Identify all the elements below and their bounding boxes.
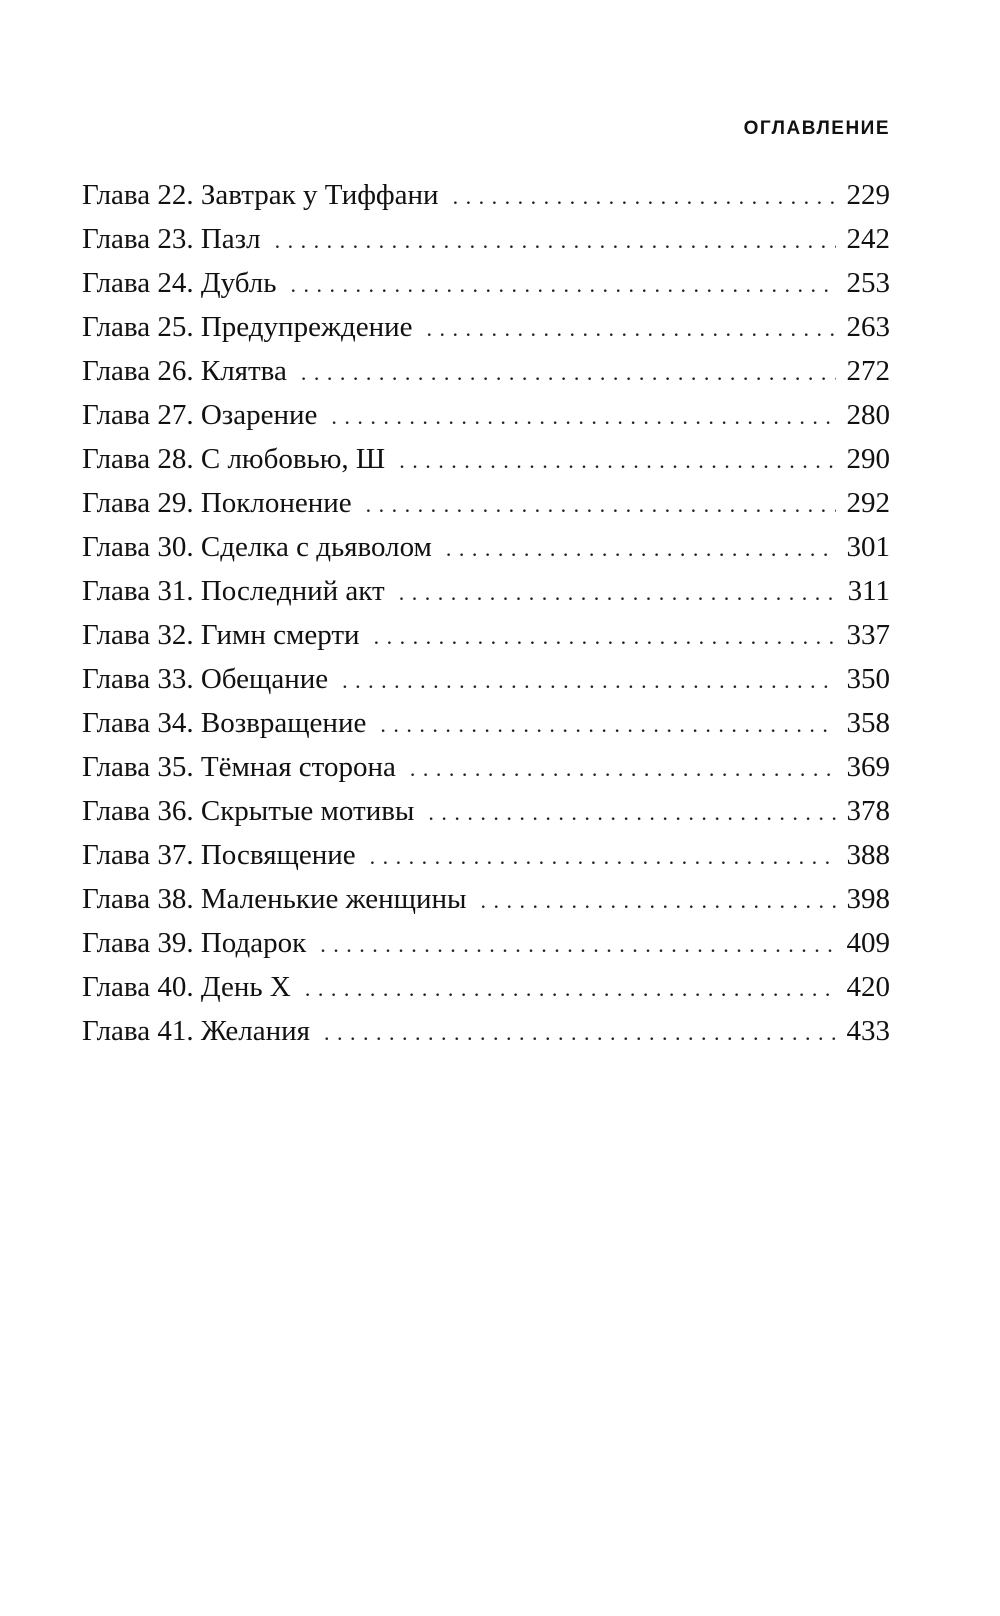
toc-entry xyxy=(82,354,890,398)
dot-leader xyxy=(453,180,836,214)
toc-entry-page: 420 xyxy=(846,971,890,1003)
toc-entry-title: Глава 36. Скрытые мотивы xyxy=(82,795,415,827)
toc-entry-title: Глава 27. Озарение xyxy=(82,399,318,431)
dot-leader xyxy=(291,268,837,302)
toc-entry xyxy=(82,1014,890,1058)
toc-entry xyxy=(82,398,890,442)
toc-entry xyxy=(82,706,890,750)
toc-entry-page: 409 xyxy=(846,927,890,959)
toc-entry xyxy=(82,266,890,310)
dot-leader xyxy=(380,708,836,742)
toc-entry-page: 290 xyxy=(846,443,890,475)
toc-entry-page: 358 xyxy=(846,707,890,739)
toc-entry xyxy=(82,574,890,618)
dot-leader xyxy=(331,400,836,434)
toc-entry xyxy=(82,442,890,486)
toc-entry-title: Глава 41. Желания xyxy=(82,1015,310,1047)
toc-entry-page: 350 xyxy=(846,663,890,695)
dot-leader xyxy=(275,224,836,258)
dot-leader xyxy=(366,488,836,522)
dot-leader xyxy=(324,1016,836,1050)
toc-entry xyxy=(82,310,890,354)
dot-leader xyxy=(305,972,836,1006)
toc-entry-title: Глава 25. Предупреждение xyxy=(82,311,413,343)
dot-leader xyxy=(427,312,836,346)
page-title: ОГЛАВЛЕНИЕ xyxy=(743,118,890,139)
dot-leader xyxy=(410,752,836,786)
toc-entry-page: 292 xyxy=(846,487,890,519)
toc-entry-title: Глава 34. Возвращение xyxy=(82,707,367,739)
toc-entry xyxy=(82,882,890,926)
toc-entry-page: 337 xyxy=(846,619,890,651)
toc-entry-page: 253 xyxy=(846,267,890,299)
dot-leader xyxy=(399,576,836,610)
toc-entry-page: 280 xyxy=(846,399,890,431)
dot-leader xyxy=(301,356,836,390)
toc-entry-title: Глава 37. Посвящение xyxy=(82,839,356,871)
toc-entry xyxy=(82,750,890,794)
dot-leader xyxy=(481,884,837,918)
toc-entry-title: Глава 26. Клятва xyxy=(82,355,287,387)
toc-entry-title: Глава 38. Маленькие женщины xyxy=(82,883,467,915)
dot-leader xyxy=(428,796,836,830)
toc-entry-page: 242 xyxy=(846,223,890,255)
toc-entry xyxy=(82,178,890,222)
toc-entry-page: 433 xyxy=(846,1015,890,1047)
toc-entry-title: Глава 31. Последний акт xyxy=(82,575,385,607)
toc-entry xyxy=(82,618,890,662)
dot-leader xyxy=(370,840,836,874)
toc-entry-page: 263 xyxy=(846,311,890,343)
toc-entry-page: 311 xyxy=(847,575,890,607)
dot-leader xyxy=(374,620,836,654)
toc-entry xyxy=(82,794,890,838)
toc-entry-title: Глава 29. Поклонение xyxy=(82,487,352,519)
toc-entry xyxy=(82,222,890,266)
toc-entry xyxy=(82,838,890,882)
toc-entry-title: Глава 22. Завтрак у Тиффани xyxy=(82,179,439,211)
toc-entry-page: 272 xyxy=(846,355,890,387)
toc-entry-title: Глава 40. День Х xyxy=(82,971,291,1003)
toc-entry-page: 301 xyxy=(846,531,890,563)
dot-leader xyxy=(320,928,836,962)
toc-entry-title: Глава 39. Подарок xyxy=(82,927,307,959)
dot-leader xyxy=(446,532,836,566)
toc-entry-title: Глава 35. Тёмная сторона xyxy=(82,751,396,783)
dot-leader xyxy=(399,444,836,478)
table-of-contents xyxy=(82,178,890,1058)
toc-entry-title: Глава 24. Дубль xyxy=(82,267,277,299)
toc-entry-page: 229 xyxy=(846,179,890,211)
toc-entry-title: Глава 32. Гимн смерти xyxy=(82,619,360,651)
toc-entry xyxy=(82,486,890,530)
toc-entry-title: Глава 23. Пазл xyxy=(82,223,261,255)
toc-entry-page: 369 xyxy=(846,751,890,783)
toc-entry-title: Глава 33. Обещание xyxy=(82,663,329,695)
toc-entry-page: 398 xyxy=(846,883,890,915)
toc-entry-title: Глава 28. С любовью, Ш xyxy=(82,443,386,475)
toc-entry-page: 388 xyxy=(846,839,890,871)
toc-entry xyxy=(82,926,890,970)
toc-entry-title: Глава 30. Сделка с дьяволом xyxy=(82,531,432,563)
toc-entry xyxy=(82,662,890,706)
toc-entry-page: 378 xyxy=(846,795,890,827)
dot-leader xyxy=(342,664,836,698)
toc-entry xyxy=(82,970,890,1014)
toc-entry xyxy=(82,530,890,574)
